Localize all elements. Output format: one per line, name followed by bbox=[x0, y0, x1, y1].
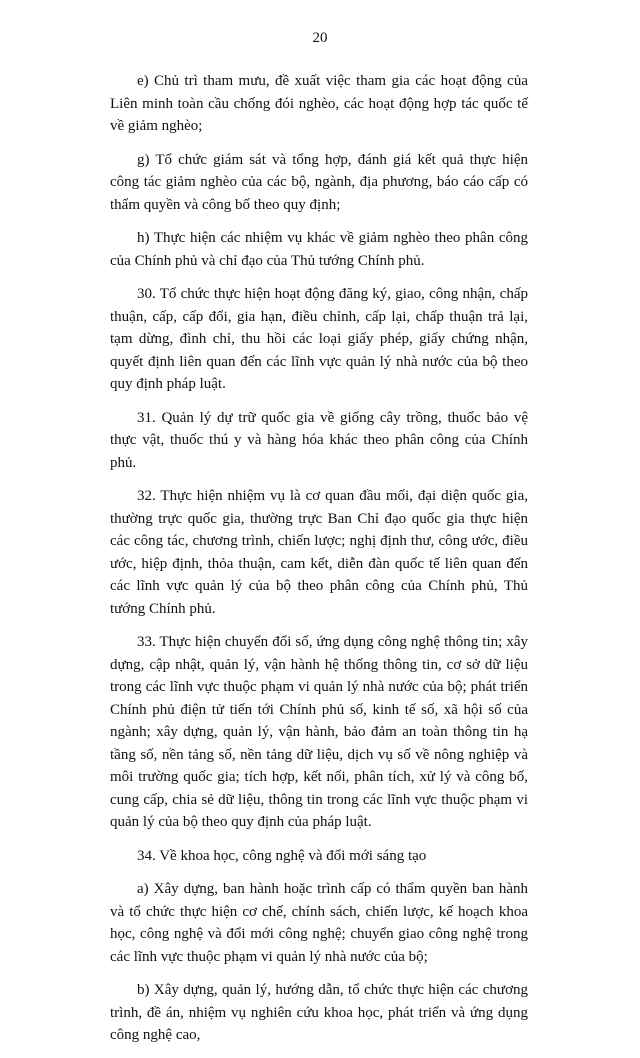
paragraph-e: e) Chủ trì tham mưu, đề xuất việc tham gia các hoạt động của Liên minh toàn cầu chống đói nghèo, các hoạt động hợp tác quốc tế về giảm nghèo; bbox=[110, 73, 528, 134]
paragraph-33: 33. Thực hiện chuyển đổi số, ứng dụng công nghệ thông tin; xây dựng, cập nhật, quản lý, vận hành hệ thống thông tin, cơ sở dữ liệu trong các lĩnh vực thuộc phạm vi quản lý nhà nước của bộ; phát triển Chính phủ điện tử tiến tới Chính phủ số, kinh tế số, xã hội số của ngành; xây dựng, quản lý, vận hành, bảo đảm an toàn thông tin hạ tầng số, nền tảng số, nền tảng dữ liệu, dịch vụ số về nông nghiệp và môi trường quốc gia; tích hợp, kết nối, phân tích, xử lý và công bố, cung cấp, chia sẻ dữ liệu, thông tin trong các lĩnh vực thuộc phạm vi quản lý của bộ theo quy định của pháp luật. bbox=[110, 634, 528, 830]
paragraph-34a: a) Xây dựng, ban hành hoặc trình cấp có thẩm quyền ban hành và tổ chức thực hiện cơ chế, chính sách, chiến lược, kế hoạch khoa học, công nghệ và đổi mới công nghệ; chuyển giao công nghệ trong các lĩnh vực thuộc phạm vi quản lý nhà nước của bộ; bbox=[110, 881, 528, 965]
paragraph-31: 31. Quản lý dự trữ quốc gia về giống cây trồng, thuốc bảo vệ thực vật, thuốc thú y và hàng hóa khác theo phân công của Chính phủ. bbox=[110, 409, 528, 471]
paragraph-30: 30. Tổ chức thực hiện hoạt động đăng ký, giao, công nhận, chấp thuận, cấp, cấp đổi, gia hạn, điều chỉnh, cấp lại, chấp thuận trả lại, tạm dừng, đình chỉ, thu hồi các loại giấy phép, giấy chứng nhận, quyết định liên quan đến các lĩnh vực quản lý nhà nước của bộ theo quy định pháp luật. bbox=[110, 286, 528, 392]
paragraph-g: g) Tổ chức giám sát và tổng hợp, đánh giá kết quả thực hiện công tác giảm nghèo của các bộ, ngành, địa phương, báo cáo cấp có thẩm quyền và công bố theo quy định; bbox=[110, 151, 528, 213]
paragraph-34b: b) Xây dựng, quản lý, hướng dẫn, tổ chức thực hiện các chương trình, đề án, nhiệm vụ nghiên cứu khoa học, phát triển và ứng dụng công nghệ cao, bbox=[110, 982, 528, 1043]
paragraph-h: h) Thực hiện các nhiệm vụ khác về giảm nghèo theo phân công của Chính phủ và chỉ đạo của Thủ tướng Chính phủ. bbox=[110, 230, 528, 269]
paragraph-32: 32. Thực hiện nhiệm vụ là cơ quan đầu mối, đại diện quốc gia, thường trực quốc gia, thường trực Ban Chỉ đạo quốc gia thực hiện các công tác, chương trình, chiến lược; nghị định thư, công ước, điều ước, hiệp định, thỏa thuận, cam kết, diễn đàn quốc tế liên quan đến các lĩnh vực quản lý của bộ theo phân công của Chính phủ, Thủ tướng Chính phủ. bbox=[110, 488, 528, 617]
paragraph-34-heading: 34. Về khoa học, công nghệ và đổi mới sáng tạo bbox=[137, 847, 427, 864]
page-number: 20 bbox=[312, 30, 328, 46]
document-body bbox=[110, 70, 528, 1058]
